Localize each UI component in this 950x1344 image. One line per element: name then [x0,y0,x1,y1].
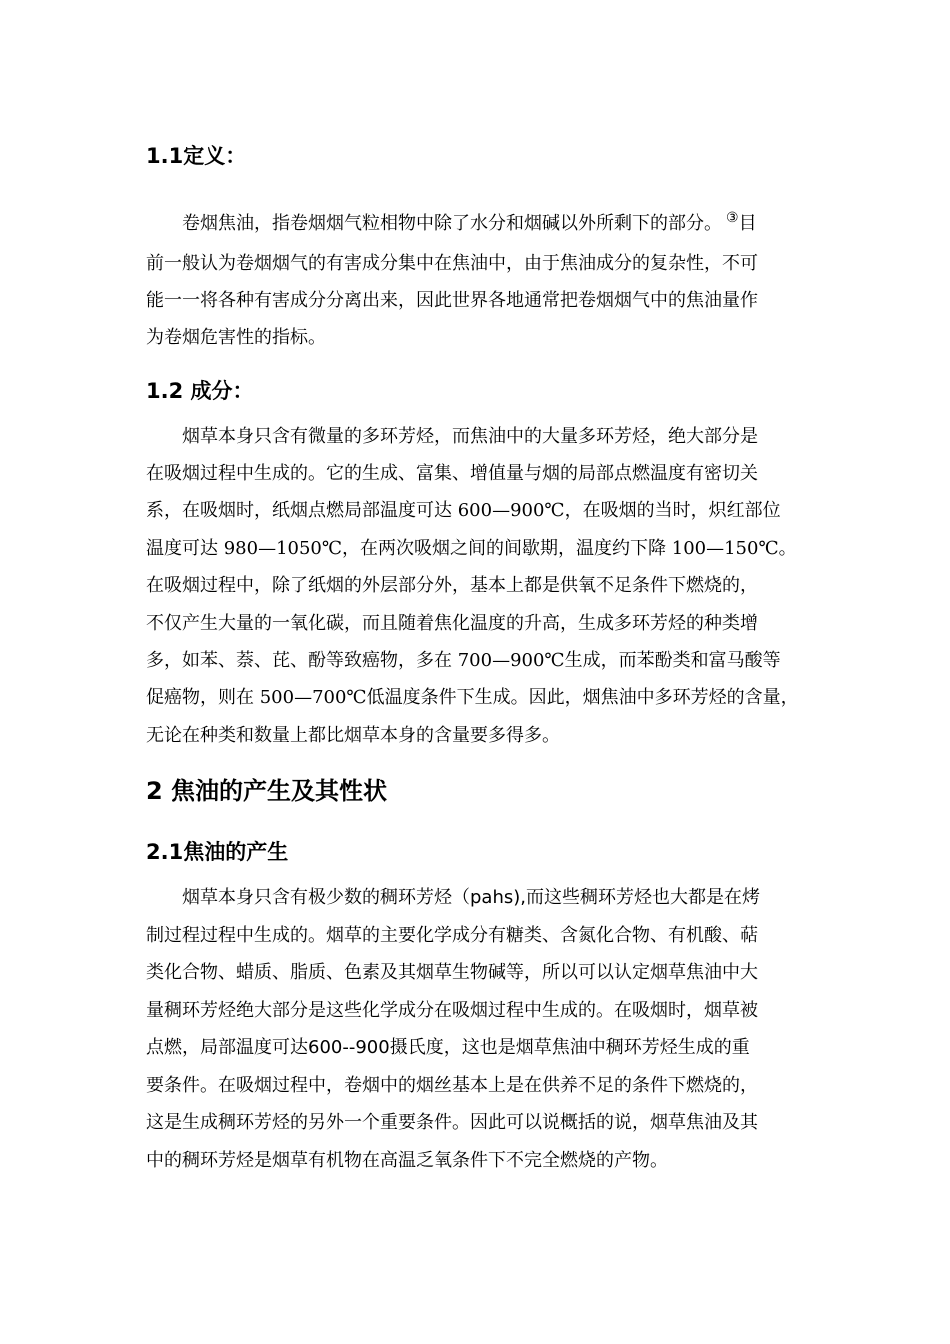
paragraph-1-1-line-1 [182,206,757,236]
heading-1-2: 1.2 成分： [146,379,254,403]
heading-2-1: 2.1焦油的产生 [146,840,289,864]
paragraph-1-2-line-6: 不仅产生大量的一氧化碳，而且随着焦化温度的升高，生成多环芳烃的种类增 [146,613,758,634]
paragraph-2-1-line-8: 中的稠环芳烃是烟草有机物在高温乏氧条件下不完全燃烧的产物。 [146,1150,668,1171]
text-run-latin: pahs), [470,887,526,908]
paragraph-2-1-line-6: 要条件。在吸烟过程中，卷烟中的烟丝基本上是在供养不足的条件下燃烧的， [146,1075,758,1096]
heading-1-1: 1.1定义： [146,144,247,168]
text-run: 卷烟焦油，指卷烟烟气粒相物中除了水分和烟碱以外所剩下的部分。 [182,213,722,234]
text-run: 点燃，局部温度可达 [146,1037,308,1058]
paragraph-1-2-line-7: 多，如苯、萘、芘、酚等致癌物，多在 700—900℃生成，而苯酚类和富马酸等 [146,650,781,671]
paragraph-2-1-line-1 [182,886,760,910]
text-run: 摄氏度，这也是烟草焦油中稠环芳烃生成的重 [389,1037,750,1058]
paragraph-1-2-line-3: 系，在吸烟时，纸烟点燃局部温度可达 600—900℃，在吸烟的当时，炽红部位 [146,500,781,521]
paragraph-2-1-line-4: 量稠环芳烃绝大部分是这些化学成分在吸烟过程中生成的。在吸烟时，烟草被 [146,1000,758,1021]
text-run: 目 [738,213,757,234]
paragraph-1-1-line-3: 能一一将各种有害成分分离出来，因此世界各地通常把卷烟烟气中的焦油量作 [146,290,758,311]
text-run: 而这些稠环芳烃也大都是在烤 [526,887,760,908]
paragraph-2-1-line-2: 制过程过程中生成的。烟草的主要化学成分有糖类、含氮化合物、有机酸、萜 [146,925,758,946]
paragraph-1-2-line-1: 烟草本身只含有微量的多环芳烃，而焦油中的大量多环芳烃，绝大部分是 [182,426,758,447]
text-run-number: 600--900 [308,1037,390,1058]
text-run: 烟草本身只含有极少数的稠环芳烃（ [182,887,470,908]
heading-2: 2 焦油的产生及其性状 [146,777,388,805]
paragraph-2-1-line-3: 类化合物、蜡质、脂质、色素及其烟草生物碱等，所以可以认定烟草焦油中大 [146,962,758,983]
paragraph-1-2-line-4: 温度可达 980—1050℃，在两次吸烟之间的间歇期，温度约下降 100—150℃。 [146,538,797,559]
paragraph-1-2-line-5: 在吸烟过程中，除了纸烟的外层部分外，基本上都是供氧不足条件下燃烧的， [146,575,758,596]
paragraph-2-1-line-7: 这是生成稠环芳烃的另外一个重要条件。因此可以说概括的说，烟草焦油及其 [146,1112,758,1133]
paragraph-2-1-line-5 [146,1036,750,1060]
paragraph-1-1-line-2: 前一般认为卷烟烟气的有害成分集中在焦油中，由于焦油成分的复杂性，不可 [146,253,758,274]
paragraph-1-1-line-4: 为卷烟危害性的指标。 [146,327,326,348]
footnote-ref[interactable]: ③ [726,210,739,226]
paragraph-1-2-line-2: 在吸烟过程中生成的。它的生成、富集、增值量与烟的局部点燃温度有密切关 [146,463,758,484]
paragraph-1-2-line-8: 促癌物，则在 500—700℃低温度条件下生成。因此，烟焦油中多环芳烃的含量， [146,687,799,708]
paragraph-1-2-line-9: 无论在种类和数量上都比烟草本身的含量要多得多。 [146,725,560,746]
